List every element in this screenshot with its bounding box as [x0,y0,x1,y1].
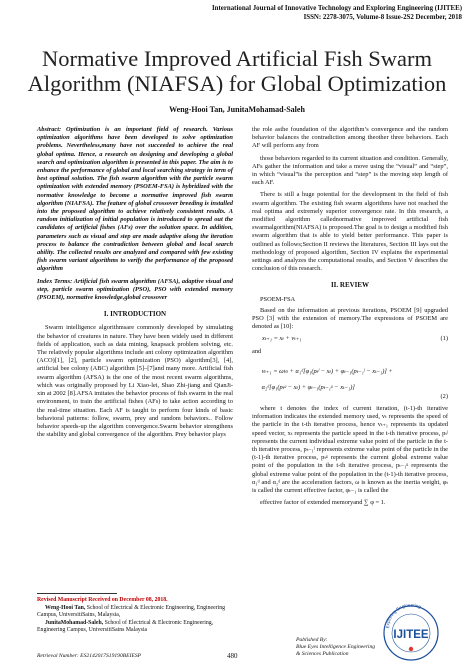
equation-2-body [252,360,393,401]
right-paragraph-4: Based on the information at previous iterations, PSOEM [9] upgraded PSO [3] with the extension of memory.The expressions of PSOEM are denoted as [10]: [252,306,448,331]
intro-heading: I. INTRODUCTION [103,310,167,319]
equation-2-number: (2) [440,392,448,400]
equation-1-body: xₜ₊₁ = xₜ + vₜ₊₁ [262,335,302,343]
journal-issn: ISSN: 2278-3075, Volume-8 Issue-2S2 December, 2018 [303,13,462,21]
abstract [37,126,233,274]
author-1-name: Weng-Hooi Tan, [45,605,86,611]
right-paragraph-2: those behaviors regarded to its current situation and condition. Generally, AFs gather the information and take a move using the “visual” and “step”, in which “visual”is the perception and “step” is the moving step length of each AF. [252,154,448,187]
equation-2 [252,360,448,401]
equation-1 [252,335,448,343]
index-terms-lead: Index Terms: [37,277,73,285]
footnote-author-2 [37,620,237,634]
retrieval-number: Retrieval Number: ES2142017S19190BEIESP [37,653,142,659]
publisher-line-2: Blue Eyes Intelligence Engineering [296,644,376,650]
journal-logo [376,599,446,663]
author-2-affiliation: School of Electrical & Electronic Engineering, Engineering Campus, UniversitiSains Malaysia [37,620,214,633]
logo-text: IJITEE [393,629,429,641]
right-paragraph-3: There is still a huge potential for the development in the field of fish swarm algorithm. The existing fish swarm algorithms have not reached the real optima and extremely superior convergence rate. In this research, a modified algorithm callednormative improved artificial fish swarmalgorithm(NIAFSA) is proposed.The goal is to design a modified fish swarm algorithm that is able to yield better performance. This paper is outlined as follows;Section II reviews the literatures, Section III lays out the methodology of proposed algorithm, Section IV explains the experimental settings and analyzes the computational results, and Section V describes the conclusion of this research. [252,191,448,273]
paper-authors: Weng-Hooi Tan, JunitaMohamad-Saleh [169,105,305,114]
author-1-affiliation: School of Electrical & Electronic Engineering, Engineering Campus, UniversitiSains, Malaysia, [37,605,226,618]
intro-paragraph: Swarm intelligence algorithmsare commonly developed by simulating the behavior of creatures in nature. They have been widely used in different fields of application, such as data mining, knapsack problem solving, etc. The relatively popular algorithms include ant colony optimization algorithm (ACO)[1], [2], particle swarm optimization (PSO) algorithm[3], [4], artificial bee colony (ABC) algorithm [5]–[7]and many more. Artificial fish swarm algorithm (AFSA) is the one of the most recent swarm algorithms, which was originally proposed by Li Xiao-lei, Shao Zhi-jiang and QianJi-xin at 2002 [8].AFSA imitates the behavior process of fish swarm in the real environment, to train the artificial fishes (AFs) to take action according to the real-time situation. Each AF is taught to perform four kinds of basic behavioral patterns: follow, swarm, prey and random behaviors.. Follow behavior speeds-up the algorithm convergence.Swarm behavior strengthens the stability and global convergence of the algorithm. Prey behavior plays [37,324,233,439]
journal-logo-icon [376,599,446,663]
journal-name: International Journal of Innovative Technology and Exploring Engineering (IJITEE) [211,5,462,12]
journal-header [212,5,462,22]
title-line-2: Algorithm (NIAFSA) for Global Optimization [27,71,447,96]
index-terms-body: Artificial fish swarm algorithm (AFSA), adaptive visual and step, particle swarm optimization (PSO), PSO with extended memory (PSOEM), normative knowledge,global crossover [37,277,233,302]
right-column [252,126,448,511]
abstract-lead: Abstract: [37,126,62,133]
equation-2-line-1: vₜ₊₁ = ωvₜ + α₁ᵈ[φ₁(pₜˡ − xₜ) + φₜ₋₁(pₜ₋₁ˡ − xₜ₋₁)] + [261,368,393,376]
footnotes [37,597,237,634]
abstract-body: Optimization is an important field of research. Various optimization algorithms have been developed to solve optimization problems. Nevertheless,many have not succeeded to achieve the real global optima. Hence, a research on designing and developing a global search and optimization algorithm is presented in this paper. The aim is to enhance the performance of global and local searching strategy in term of best optimal solution. The fish swarm algorithm with the particle swarm optimization with extended memory (PSOEM-FSA) is hybridized with the normative knowledge to become a normative improved fish swarm algorithm (NIAFSA). The feature of global crossover breeding is installed into the proposed algorithm to achieve relatively consistent results. A random initialization of initial population is introduced to spread out the candidates of artificial fishes (AFs) over the solution space. In addition, parameters such as visual and step are made adaptive along the iteration process to balance the contradiction between global and local search ability. The collected results are analyzed and compared with few existing fish swarm variant algorithms to verify the performance of the proposed algorithm [37,126,233,273]
publisher-line-3: & Sciences Publication [296,651,349,657]
author-2-name: JunitaMohamad-Saleh, [45,620,104,626]
manuscript-received: Revised Manuscript Received on December 08, 2018. [37,597,168,603]
publisher-info [296,637,375,658]
left-column [37,126,233,443]
right-paragraph-1: the role asthe foundation of the algorithm’s convergence and the random behavior balances the contradiction among theother three behaviors. Each AF will perform any from [252,126,448,150]
paper-title [0,46,474,96]
page-number: 480 [227,652,238,660]
logo-ring-text: Exploring Engineering [384,602,422,629]
index-terms [37,278,233,303]
subsection-psoem-fsa: PSOEM-FSA [260,295,296,303]
equation-connector: and [252,347,262,355]
equation-1-number: (1) [440,335,448,343]
review-heading: II. REVIEW [330,281,370,290]
equation-2-line-2: α₂ᵈ[φ₁(pₜᵍ − xₜ) + φₜ₋₁(pₜ₋₁ᵍ − xₜ₋₁)] [261,384,355,392]
right-paragraph-6: effective factor of extended memoryand ∑ φ = 1. [260,499,386,507]
right-paragraph-5: where t denotes the index of current iteration, (t-1)-th iterative information indicates the extended memory used, vₜ represents the speed of the particle in the t-th iterative process, hence vₜ₊₁ represents its updated speed vector, xₜ represents the particle speed in the t-th iterative process, pₜˡ represents the current individual extreme value point of the particle in the t-th iterative process, pₜ₋₁ˡ represents extreme value point of the particle in the (t-1)-th iterative process, pₜᵍ represents the current global extreme value point of the population in the t-th iterative process, pₜ₋₁ᵍ represents the global extreme value point of the population in the (t-1)-th iterative process, α₁ᵈ and α₂ᵈ are the acceleration factors, ω is known as the inertia weight, φₜ is called the current effective factor, φₜ₋₁ is called the [252,404,448,494]
footnote-divider [37,593,117,594]
title-line-1: Normative Improved Artificial Fish Swarm [42,46,432,71]
footnote-author-1 [37,605,237,619]
publisher-line-1: Published By: [296,637,328,643]
